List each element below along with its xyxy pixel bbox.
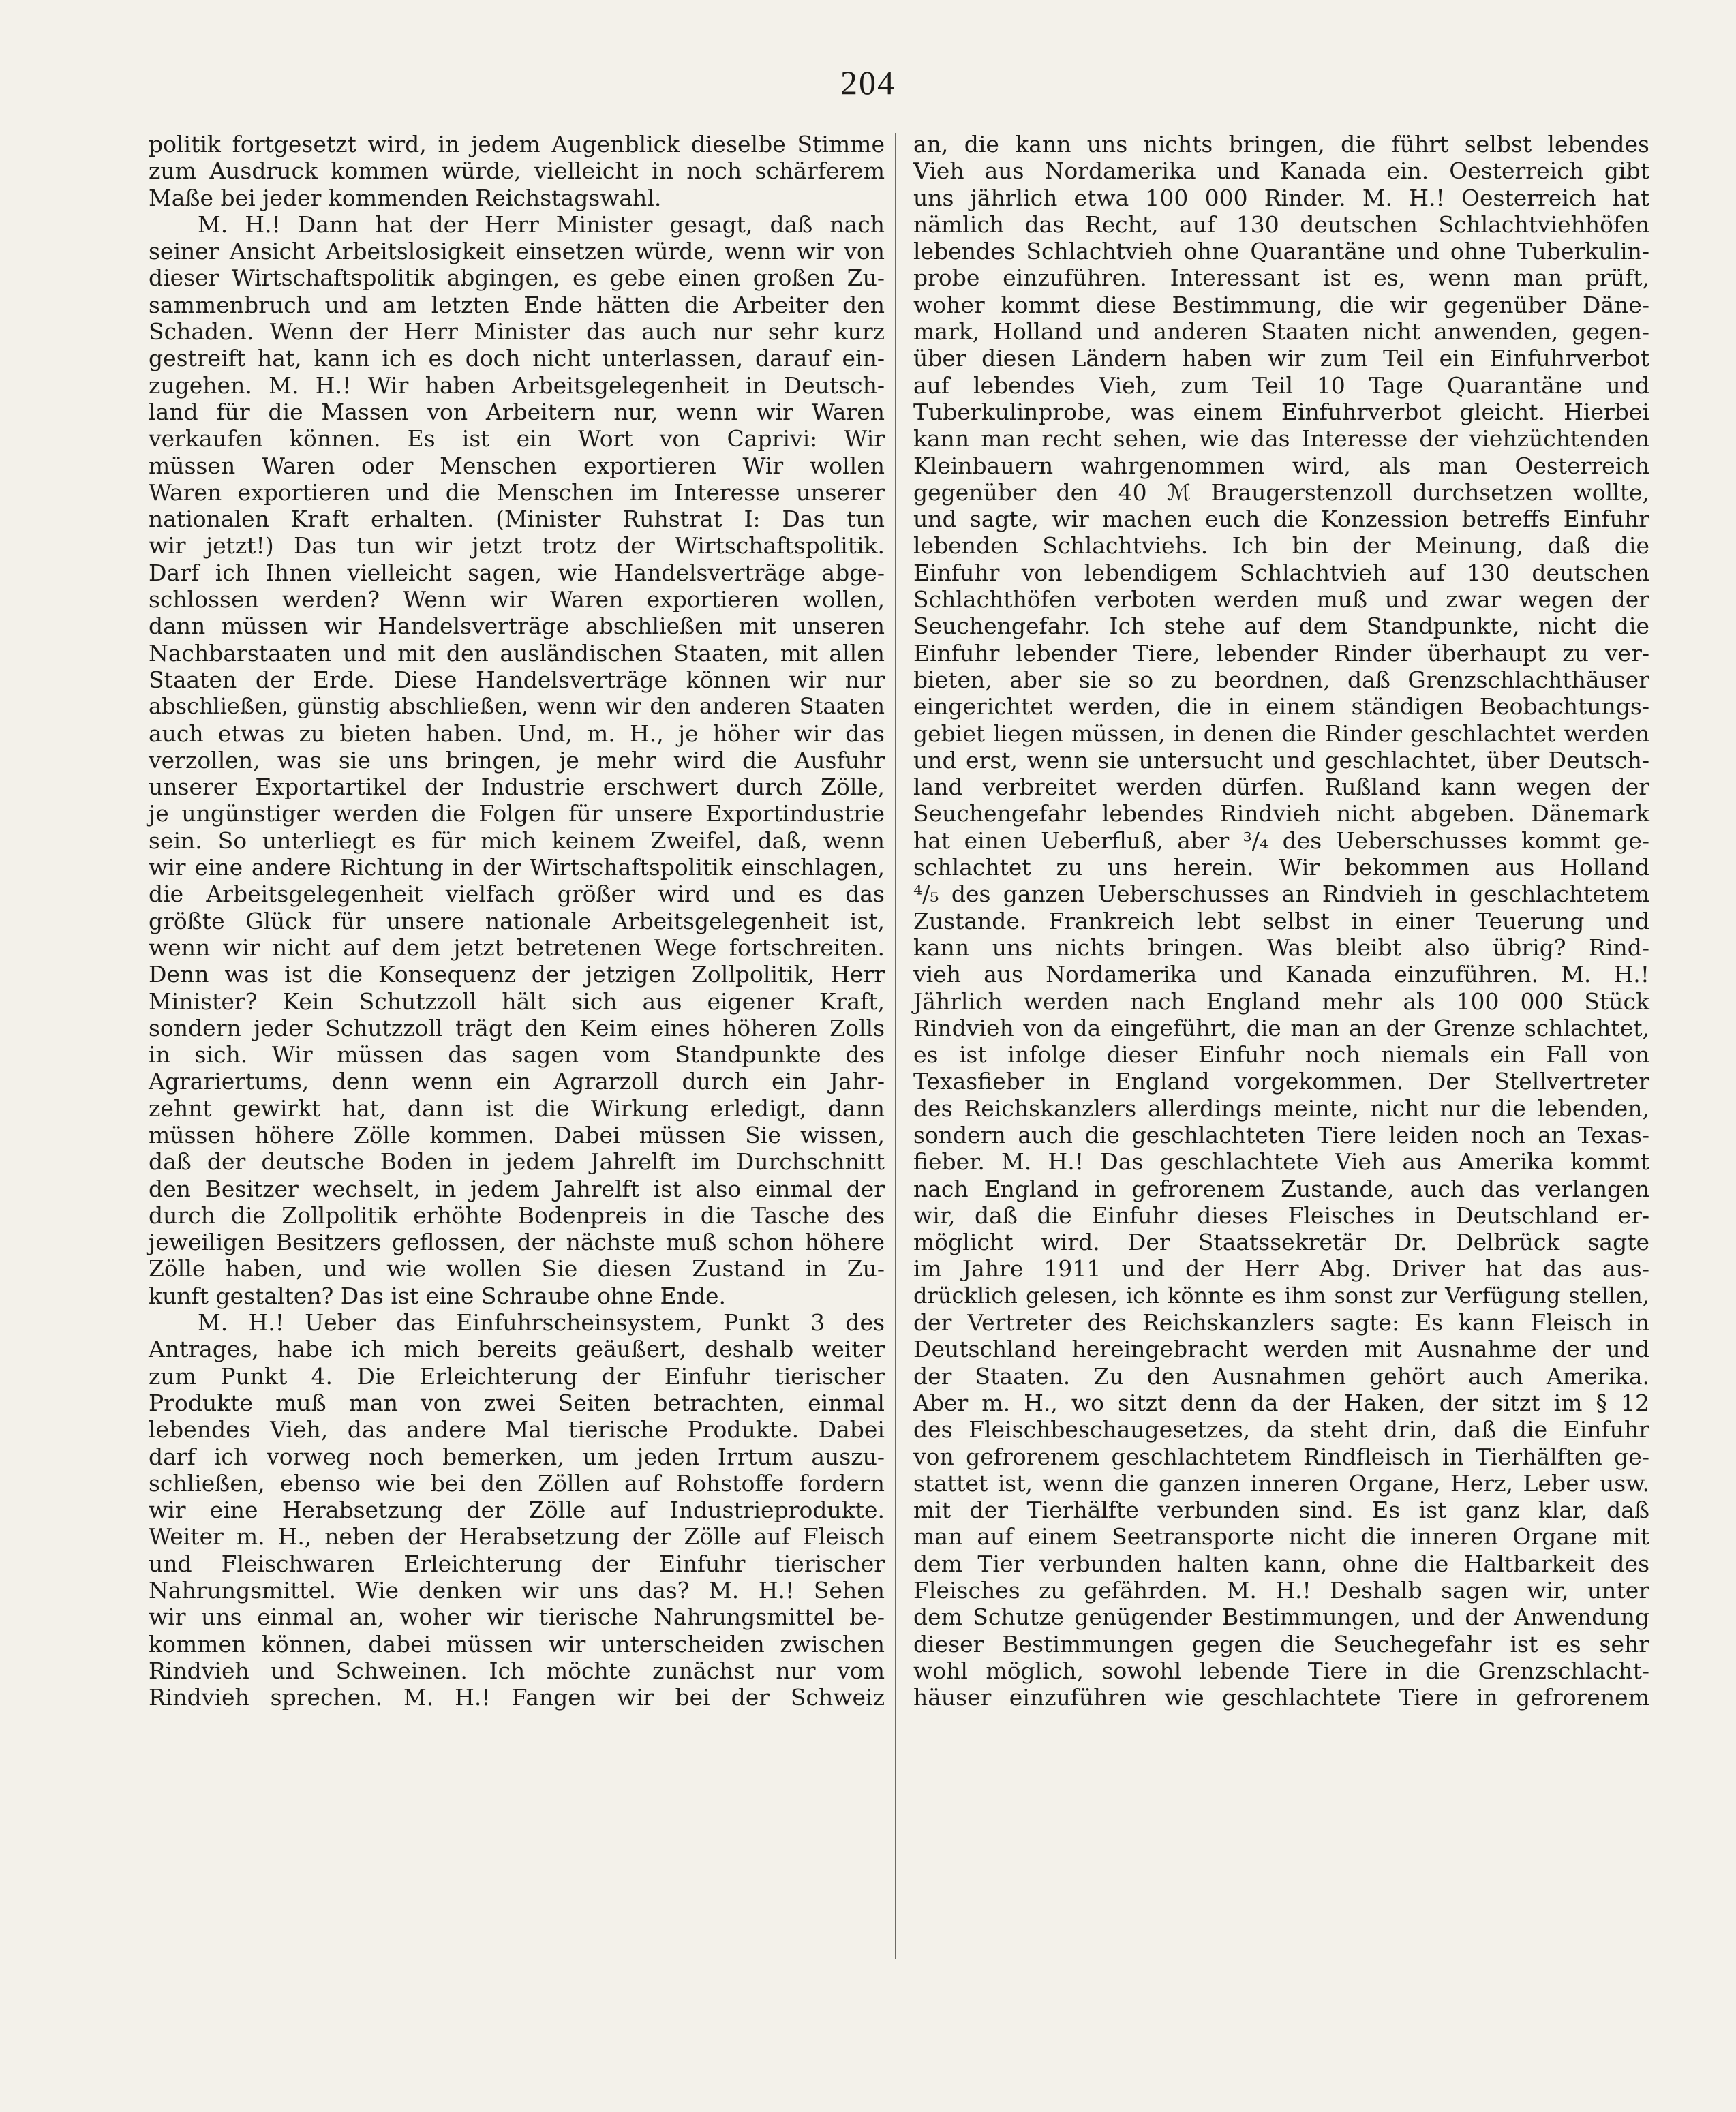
text-line: Nahrungsmittel. Wie denken wir uns das? M. H.! Sehen: [149, 1577, 885, 1604]
text-line: Rindvieh und Schweinen. Ich möchte zunächst nur vom: [149, 1657, 885, 1684]
text-line: wir, daß die Einfuhr dieses Fleisches in Deutschland er-: [913, 1202, 1649, 1229]
text-line: land für die Massen von Arbeitern nur, wenn wir Waren: [149, 398, 885, 425]
text-line: schlossen werden? Wenn wir Waren exportieren wollen,: [149, 586, 885, 613]
text-line: sammenbruch und am letzten Ende hätten die Arbeiter den: [149, 291, 885, 318]
text-line: in sich. Wir müssen das sagen vom Standpunkte des: [149, 1041, 885, 1069]
text-line: des Reichskanzlers allerdings meinte, nicht nur die lebenden,: [913, 1095, 1649, 1122]
text-line: Agrariertums, denn wenn ein Agrarzoll durch ein Jahr-: [149, 1068, 885, 1095]
text-line: Tuberkulinprobe, was einem Einfuhrverbot gleicht. Hierbei: [913, 398, 1649, 425]
text-line: politik fortgesetzt wird, in jedem Augenblick dieselbe Stimme: [149, 131, 885, 157]
text-line: schlachtet zu uns herein. Wir bekommen aus Holland: [913, 854, 1649, 881]
text-line: kann man recht sehen, wie das Interesse der viehzüchtenden: [913, 425, 1649, 453]
left-text-column: [149, 131, 885, 1711]
text-line: verkaufen können. Es ist ein Wort von Caprivi: Wir: [149, 425, 885, 453]
text-line: gebiet liegen müssen, in denen die Rinder geschlachtet werden: [913, 720, 1649, 747]
text-line: dem Schutze genügender Bestimmungen, und der Anwendung: [913, 1604, 1649, 1631]
text-line: lebendes Vieh, das andere Mal tierische Produkte. Dabei: [149, 1416, 885, 1443]
text-line: und sagte, wir machen euch die Konzession betreffs Einfuhr: [913, 506, 1649, 533]
text-line: der Staaten. Zu den Ausnahmen gehört auch Amerika.: [913, 1362, 1649, 1390]
text-line: zehnt gewirkt hat, dann ist die Wirkung erledigt, dann: [149, 1095, 885, 1122]
text-line: lebendes Schlachtvieh ohne Quarantäne und ohne Tuberkulin-: [913, 238, 1649, 265]
text-line: der Vertreter des Reichskanzlers sagte: Es kann Fleisch in: [913, 1309, 1649, 1336]
text-line: zum Punkt 4. Die Erleichterung der Einfuhr tierischer: [149, 1362, 885, 1390]
text-line: im Jahre 1911 und der Herr Abg. Driver hat das aus-: [913, 1255, 1649, 1283]
text-line: Rindvieh von da eingeführt, die man an der Grenze schlachtet,: [913, 1014, 1649, 1041]
text-line: eingerichtet werden, die in einem ständigen Beobachtungs-: [913, 693, 1649, 720]
text-line: unserer Exportartikel der Industrie erschwert durch Zölle,: [149, 774, 885, 801]
text-line: lebenden Schlachtviehs. Ich bin der Meinung, daß die: [913, 532, 1649, 560]
text-line: und Fleischwaren Erleichterung der Einfuhr tierischer: [149, 1550, 885, 1577]
column-divider: [895, 133, 896, 1959]
page-number: 204: [840, 63, 896, 102]
text-line: uns jährlich etwa 100 000 Rinder. M. H.! Oesterreich hat: [913, 184, 1649, 211]
text-line: woher kommt diese Bestimmung, die wir gegenüber Däne-: [913, 291, 1649, 318]
text-line: probe einzuführen. Interessant ist es, wenn man prüft,: [913, 264, 1649, 292]
text-line: des Fleischbeschaugesetzes, da steht drin, daß die Einfuhr: [913, 1416, 1649, 1443]
text-line: Vieh aus Nordamerika und Kanada ein. Oesterreich gibt: [913, 157, 1649, 185]
text-line: wir eine andere Richtung in der Wirtschaftspolitik einschlagen,: [149, 854, 885, 881]
text-line: je ungünstiger werden die Folgen für unsere Exportindustrie: [149, 800, 885, 827]
text-line: fieber. M. H.! Das geschlachtete Vieh aus Amerika kommt: [913, 1148, 1649, 1176]
text-line: Antrages, habe ich mich bereits geäußert, deshalb weiter: [149, 1336, 885, 1363]
text-line: man auf einem Seetransporte nicht die inneren Organe mit: [913, 1523, 1649, 1550]
text-line: Deutschland hereingebracht werden mit Ausnahme der und: [913, 1336, 1649, 1363]
text-line: stattet ist, wenn die ganzen inneren Organe, Herz, Leber usw.: [913, 1469, 1649, 1497]
text-line: dieser Wirtschaftspolitik abgingen, es gebe einen großen Zu-: [149, 264, 885, 292]
text-line: darf ich vorweg noch bemerken, um jeden Irrtum auszu-: [149, 1443, 885, 1470]
text-line: wir uns einmal an, woher wir tierische Nahrungsmittel be-: [149, 1604, 885, 1631]
text-line: Zustande. Frankreich lebt selbst in einer Teuerung und: [913, 907, 1649, 934]
text-line: Denn was ist die Konsequenz der jetzigen Zollpolitik, Herr: [149, 961, 885, 988]
text-line: Schaden. Wenn der Herr Minister das auch nur sehr kurz: [149, 318, 885, 346]
text-line: wohl möglich, sowohl lebende Tiere in die Grenzschlacht-: [913, 1657, 1649, 1684]
text-line: dann müssen wir Handelsverträge abschließen mit unseren: [149, 613, 885, 640]
text-line: hat einen Ueberfluß, aber ³/₄ des Ueberschusses kommt ge-: [913, 827, 1649, 854]
text-line: dem Tier verbunden halten kann, ohne die Haltbarkeit des: [913, 1550, 1649, 1577]
text-line: ⁴/₅ des ganzen Ueberschusses an Rindvieh in geschlachtetem: [913, 881, 1649, 908]
text-line: Minister? Kein Schutzzoll hält sich aus eigener Kraft,: [149, 988, 885, 1015]
text-line: land verbreitet werden dürfen. Rußland kann wegen der: [913, 774, 1649, 801]
text-line: wir jetzt!) Das tun wir jetzt trotz der Wirtschaftspolitik.: [149, 532, 885, 560]
text-line: wir eine Herabsetzung der Zölle auf Industrieprodukte.: [149, 1497, 885, 1524]
text-line: daß der deutsche Boden in jedem Jahrelft im Durchschnitt: [149, 1148, 885, 1176]
text-line: Einfuhr lebender Tiere, lebender Rinder überhaupt zu ver-: [913, 639, 1649, 667]
text-line: Kleinbauern wahrgenommen wird, als man Oesterreich: [913, 452, 1649, 479]
text-line: Jährlich werden nach England mehr als 100 000 Stück: [913, 988, 1649, 1015]
text-line: auf lebendes Vieh, zum Teil 10 Tage Quarantäne und: [913, 371, 1649, 399]
text-line: die Arbeitsgelegenheit vielfach größer wird und es das: [149, 881, 885, 908]
text-line: Maße bei jeder kommenden Reichstagswahl.: [149, 184, 662, 211]
text-line: Weiter m. H., neben der Herabsetzung der Zölle auf Fleisch: [149, 1523, 885, 1550]
text-line: Waren exportieren und die Menschen im Interesse unserer: [149, 478, 885, 506]
text-line: häuser einzuführen wie geschlachtete Tiere in gefrorenem: [913, 1684, 1649, 1711]
text-line: dieser Bestimmungen gegen die Seuchegefahr ist es sehr: [913, 1630, 1649, 1657]
text-line: nationalen Kraft erhalten. (Minister Ruhstrat I: Das tun: [149, 506, 885, 533]
text-line: den Besitzer wechselt, in jedem Jahrelft ist also einmal der: [149, 1175, 885, 1202]
text-line: drücklich gelesen, ich könnte es ihm sonst zur Verfügung stellen,: [913, 1282, 1649, 1308]
text-line: mit der Tierhälfte verbunden sind. Es ist ganz klar, daß: [913, 1497, 1649, 1524]
text-line: schließen, ebenso wie bei den Zöllen auf Rohstoffe fordern: [149, 1469, 885, 1497]
text-line: Darf ich Ihnen vielleicht sagen, wie Handelsverträge abge-: [149, 559, 885, 586]
right-text-column: [913, 131, 1649, 1711]
text-line: zum Ausdruck kommen würde, vielleicht in noch schärferem: [149, 157, 885, 185]
text-line: Produkte muß man von zwei Seiten betrachten, einmal: [149, 1389, 885, 1416]
text-line: kunft gestalten? Das ist eine Schraube ohne Ende.: [149, 1282, 726, 1309]
text-line: auch etwas zu bieten haben. Und, m. H., je höher wir das: [149, 720, 885, 747]
text-line: Aber m. H., wo sitzt denn da der Haken, der sitzt im § 12: [913, 1389, 1649, 1416]
text-line: Einfuhr von lebendigem Schlachtvieh auf 130 deutschen: [913, 559, 1649, 586]
text-line: nach England in gefrorenem Zustande, auch das verlangen: [913, 1175, 1649, 1202]
text-line: kommen können, dabei müssen wir unterscheiden zwischen: [149, 1630, 885, 1657]
text-line: Schlachthöfen verboten werden muß und zwar wegen der: [913, 586, 1649, 613]
text-line: Seuchengefahr. Ich stehe auf dem Standpunkte, nicht die: [913, 613, 1649, 640]
text-line: M. H.! Ueber das Einfuhrscheinsystem, Punkt 3 des: [198, 1309, 885, 1336]
text-line: es ist infolge dieser Einfuhr noch niemals ein Fall von: [913, 1041, 1649, 1069]
text-line: abschließen, günstig abschließen, wenn wir den anderen Staaten: [149, 693, 885, 720]
text-line: von gefrorenem geschlachtetem Rindfleisch in Tierhälften ge-: [913, 1443, 1649, 1470]
text-line: mark, Holland und anderen Staaten nicht anwenden, gegen-: [913, 318, 1649, 346]
text-line: über diesen Ländern haben wir zum Teil ein Einfuhrverbot: [913, 345, 1649, 372]
text-line: kann uns nichts bringen. Was bleibt also übrig? Rind-: [913, 934, 1649, 961]
text-line: an, die kann uns nichts bringen, die führt selbst lebendes: [913, 131, 1649, 157]
text-line: müssen Waren oder Menschen exportieren Wir wollen: [149, 452, 885, 479]
text-line: Rindvieh sprechen. M. H.! Fangen wir bei der Schweiz: [149, 1684, 885, 1711]
text-line: seiner Ansicht Arbeitslosigkeit einsetzen würde, wenn wir von: [149, 238, 885, 265]
text-line: und erst, wenn sie untersucht und geschlachtet, über Deutsch-: [913, 746, 1649, 774]
text-line: vieh aus Nordamerika und Kanada einzuführen. M. H.!: [913, 961, 1649, 988]
text-line: Seuchengefahr lebendes Rindvieh nicht abgeben. Dänemark: [913, 800, 1649, 827]
text-line: möglicht wird. Der Staatssekretär Dr. Delbrück sagte: [913, 1229, 1649, 1256]
text-line: bieten, aber sie so zu beordnen, daß Grenzschlachthäuser: [913, 666, 1649, 693]
text-line: durch die Zollpolitik erhöhte Bodenpreis in die Tasche des: [149, 1202, 885, 1229]
text-line: M. H.! Dann hat der Herr Minister gesagt, daß nach: [198, 211, 885, 238]
text-line: Zölle haben, und wie wollen Sie diesen Zustand in Zu-: [149, 1255, 885, 1283]
text-line: sein. So unterliegt es für mich keinem Zweifel, daß, wenn: [149, 827, 885, 854]
text-line: gegenüber den 40 ℳ Braugerstenzoll durchsetzen wollte,: [913, 478, 1649, 506]
text-line: müssen höhere Zölle kommen. Dabei müssen Sie wissen,: [149, 1121, 885, 1148]
text-line: gestreift hat, kann ich es doch nicht unterlassen, darauf ein-: [149, 345, 885, 372]
text-line: Texasfieber in England vorgekommen. Der Stellvertreter: [913, 1068, 1649, 1095]
text-line: Nachbarstaaten und mit den ausländischen Staaten, mit allen: [149, 639, 885, 667]
text-line: Fleisches zu gefährden. M. H.! Deshalb sagen wir, unter: [913, 1577, 1649, 1604]
text-line: Staaten der Erde. Diese Handelsverträge können wir nur: [149, 666, 885, 693]
text-line: jeweiligen Besitzers geflossen, der nächste muß schon höhere: [149, 1229, 885, 1256]
text-line: verzollen, was sie uns bringen, je mehr wird die Ausfuhr: [149, 746, 885, 774]
text-line: sondern jeder Schutzzoll trägt den Keim eines höheren Zolls: [149, 1014, 885, 1041]
text-line: nämlich das Recht, auf 130 deutschen Schlachtviehhöfen: [913, 211, 1649, 238]
text-line: sondern auch die geschlachteten Tiere leiden noch an Texas-: [913, 1121, 1649, 1148]
text-line: zugehen. M. H.! Wir haben Arbeitsgelegenheit in Deutsch-: [149, 371, 885, 399]
text-line: wenn wir nicht auf dem jetzt betretenen Wege fortschreiten.: [149, 934, 885, 961]
text-line: größte Glück für unsere nationale Arbeitsgelegenheit ist,: [149, 907, 885, 934]
